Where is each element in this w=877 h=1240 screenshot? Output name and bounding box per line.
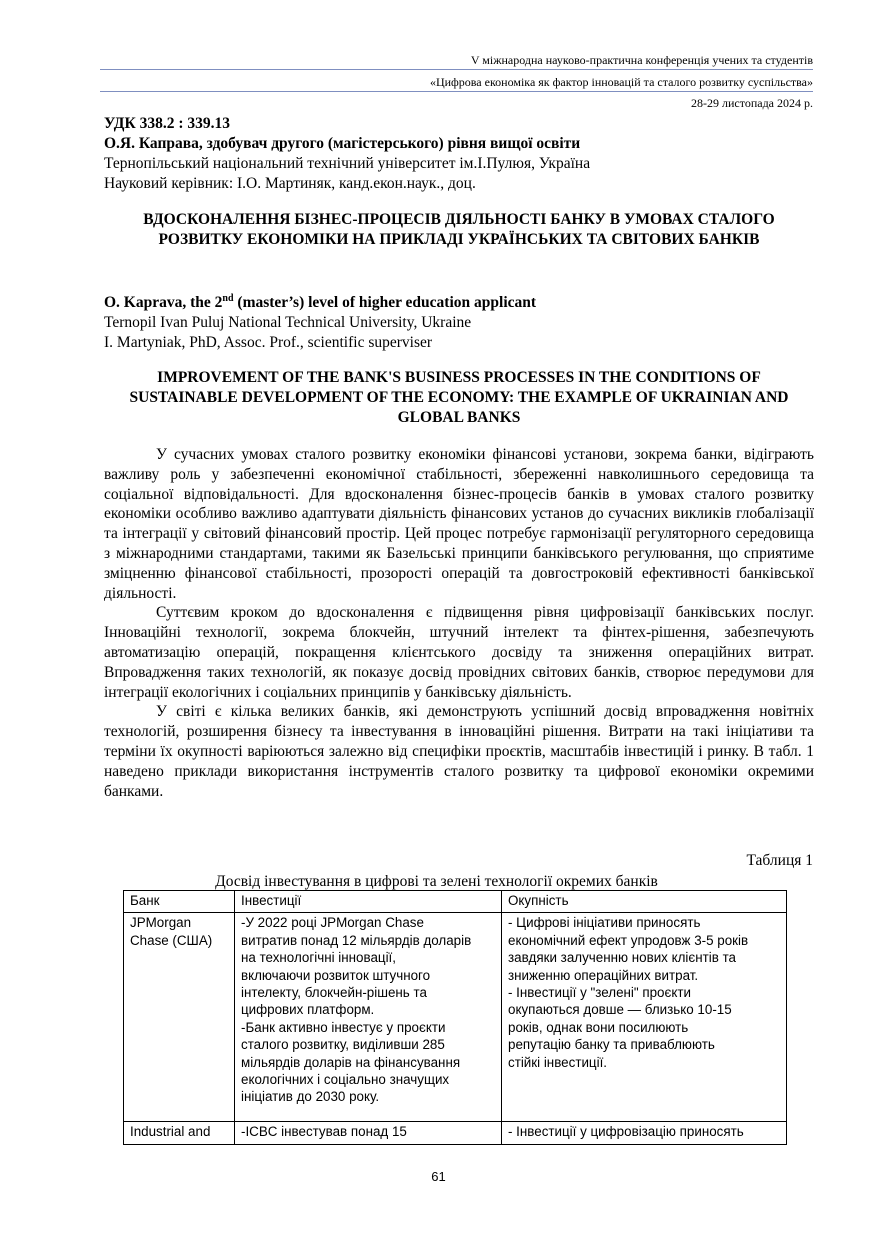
header-rule: [100, 91, 813, 92]
investment-table: [123, 890, 787, 1145]
en-author-text: O. Kaprava, the 2: [104, 294, 223, 312]
header-conference: V міжнародна науково-практична конференція учених та студентів: [470, 53, 813, 67]
ua-university: Тернопільський національний технічний університет ім.І.Пулюя, Україна: [104, 155, 591, 172]
cell-investments: -ICBC інвестував понад 15: [235, 1122, 502, 1144]
paragraph: Суттєвим кроком до вдосконалення є підвищення рівня цифровізації банківських послуг. Інноваційні технології, зокрема блокчейн, штучний інтелект та фінтех-рішення, забезпечують автоматизацію операцій, покращення клієнтського досвіду та зниження операційних витрат. Впровадження таких технологій, як показує досвід провідних світових банків, створює передумови для інтеграції екологічних і соціальних принципів у банківську діяльність.: [104, 604, 814, 701]
paragraph: У світі є кілька великих банків, які демонструють успішний досвід впровадження новітніх технологій, розширення бізнесу та інвестування в інноваційні рішення. Витрати на такі ініціативи та терміни їх окупності варіюються залежно від специфіки проєктів, масштабів інвестицій і ринку. В табл. 1 наведено приклади використання інструментів сталого розвитку та цифрової економіки окремими банками.: [104, 703, 814, 800]
en-university: Ternopil Ivan Puluj National Technical University, Ukraine: [104, 314, 472, 332]
header-bank: Банк: [124, 891, 235, 913]
paragraph: У сучасних умовах сталого розвитку економіки фінансові установи, зокрема банки, відіграють важливу роль у забезпеченні економічної стабільності, збереженні навколишнього середовища та соціальної відповідальності. Для вдосконалення бізнес-процесів банків в умовах сталого розвитку економіки особливо важливо адаптувати діяльність фінансових установ до сучасних викликів глобалізації та інтеграції у світовий фінансовий простір. Цей процес потребує гармонізації регуляторного середовища з міжнародними стандартами, такими як Базельські принципи банківського регулювання, що сприятиме зміцненню фінансової стабільності, прозорості операцій та довгостроковій ефективності банківської діяльності.: [104, 446, 814, 602]
en-author: [104, 289, 814, 313]
ua-author: О.Я. Каправа, здобувач другого (магістерського) рівня вищої освіти: [104, 135, 581, 152]
table-number: Таблиця 1: [746, 852, 813, 869]
en-author-text-end: (master’s) level of higher education applicant: [233, 294, 537, 312]
header-payback: Окупність: [502, 891, 787, 913]
article-body: [104, 445, 814, 801]
ua-title: ВДОСКОНАЛЕННЯ БІЗНЕС-ПРОЦЕСІВ ДІЯЛЬНОСТІ БАНКУ В УМОВАХ СТАЛОГО РОЗВИТКУ ЕКОНОМІКИ НА ПРИКЛАДІ УКРАЇНСЬКИХ ТА СВІТОВИХ БАНКІВ: [143, 211, 775, 248]
cell-payback: - Цифрові ініціативи приносять економічний ефект упродовж 3-5 років завдяки залученню нових клієнтів та зниженню операційних витрат. - Інвестиції у "зелені" проєкти окупаються довше — близько 10-15 років, однак вони посилюють репутацію банку та приваблюють стійкі інвестиції.: [502, 913, 787, 1122]
ua-meta-block: [104, 114, 814, 194]
cell-bank: Industrial and: [124, 1122, 235, 1144]
en-title: IMPROVEMENT OF THE BANK'S BUSINESS PROCESSES IN THE CONDITIONS OF SUSTAINABLE DEVELOPMENT OF THE ECONOMY: THE EXAMPLE OF UKRAINIAN AND GLOBAL BANKS: [129, 369, 789, 426]
udc-code: УДК 338.2 : 339.13: [104, 115, 230, 132]
header-theme: «Цифрова економіка як фактор інновацій та сталого розвитку суспільства»: [429, 75, 813, 89]
cell-bank: JPMorgan Chase (США): [124, 913, 235, 1122]
ua-supervisor: Науковий керівник: І.О. Мартиняк, канд.екон.наук., доц.: [104, 175, 476, 192]
header-rule: [100, 69, 813, 70]
en-meta-block: [104, 289, 814, 353]
header-date: 28-29 листопада 2024 р.: [691, 96, 813, 110]
cell-investments: -У 2022 році JPMorgan Chase витратив понад 12 мільярдів доларів на технологічні інновації, включаючи розвиток штучного інтелекту, блокчейн-рішень та цифрових платформ. -Банк активно інвестує у проєкти сталого розвитку, виділивши 285 мільярдів доларів на фінансування екологічних і соціально значущих ініціатив до 2030 року.: [235, 913, 502, 1122]
en-author-sup: nd: [222, 293, 234, 304]
table-row: [124, 913, 787, 1122]
page-number: 61: [431, 1169, 446, 1184]
en-supervisor: I. Martyniak, PhD, Assoc. Prof., scientific superviser: [104, 334, 433, 352]
header-investments: Інвестиції: [235, 891, 502, 913]
cell-payback: - Інвестиції у цифровізацію приносять: [502, 1122, 787, 1144]
table-caption: Досвід інвестування в цифрові та зелені технології окремих банків: [215, 873, 658, 890]
table-header-row: [124, 891, 787, 913]
table-row: [124, 1122, 787, 1144]
